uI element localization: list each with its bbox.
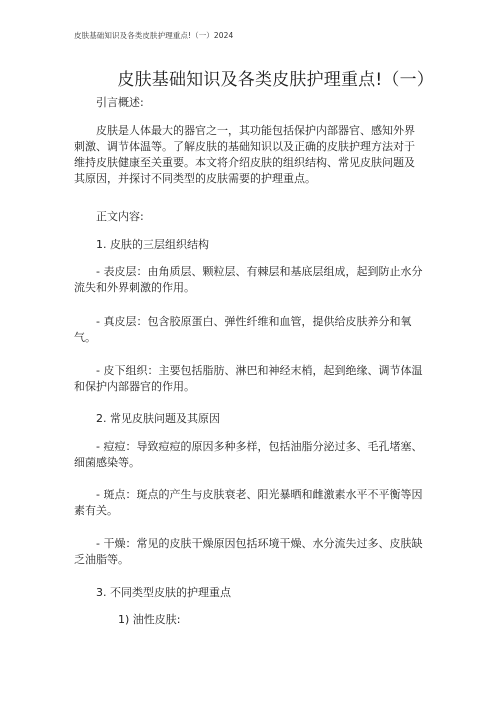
main-content-heading: 正文内容:	[96, 210, 144, 223]
intro-paragraph: 皮肤是人体最大的器官之一，其功能包括保护内部器官、感知外界刺激、调节体温等。了解皮肤的基础知识以及正确的皮肤护理方法对于维持皮肤健康至关重要。本文将介绍皮肤的组织结构、常见皮肤问题及其原因，并探讨不同类型的皮肤需要的护理重点。	[74, 124, 415, 185]
section-1-heading: 1. 皮肤的三层组织结构	[96, 238, 209, 251]
section-3-heading: 3. 不同类型皮肤的护理重点	[96, 586, 231, 599]
section-2-item-acne: - 痘痘：导致痘痘的原因多种多样，包括油脂分泌过多、毛孔堵塞、细菌感染等。	[74, 440, 423, 469]
section-2-heading: 2. 常见皮肤问题及其原因	[96, 412, 220, 425]
section-1-item-subcutaneous: - 皮下组织：主要包括脂肪、淋巴和神经末梢，起到绝缘、调节体温和保护内部器官的作用。	[74, 364, 423, 393]
section-3-subheading-oily-skin: 1) 油性皮肤:	[118, 613, 181, 626]
section-2-item-dryness: - 干燥：常见的皮肤干燥原因包括环境干燥、水分流失过多、皮肤缺乏油脂等。	[74, 537, 423, 566]
intro-heading: 引言概述:	[96, 96, 144, 109]
section-1-item-epidermis: - 表皮层：由角质层、颗粒层、有棘层和基底层组成，起到防止水分流失和外界刺激的作用。	[74, 265, 423, 294]
section-1-item-dermis: - 真皮层：包含胶原蛋白、弹性纤维和血管，提供给皮肤养分和氧气。	[74, 315, 412, 344]
section-2-item-spots: - 斑点：斑点的产生与皮肤衰老、阳光暴晒和雌激素水平不平衡等因素有关。	[74, 488, 423, 517]
document-title: 皮肤基础知识及各类皮肤护理重点!（一）	[117, 70, 434, 90]
running-header: 皮肤基础知识及各类皮肤护理重点!（一）2024	[74, 31, 234, 40]
